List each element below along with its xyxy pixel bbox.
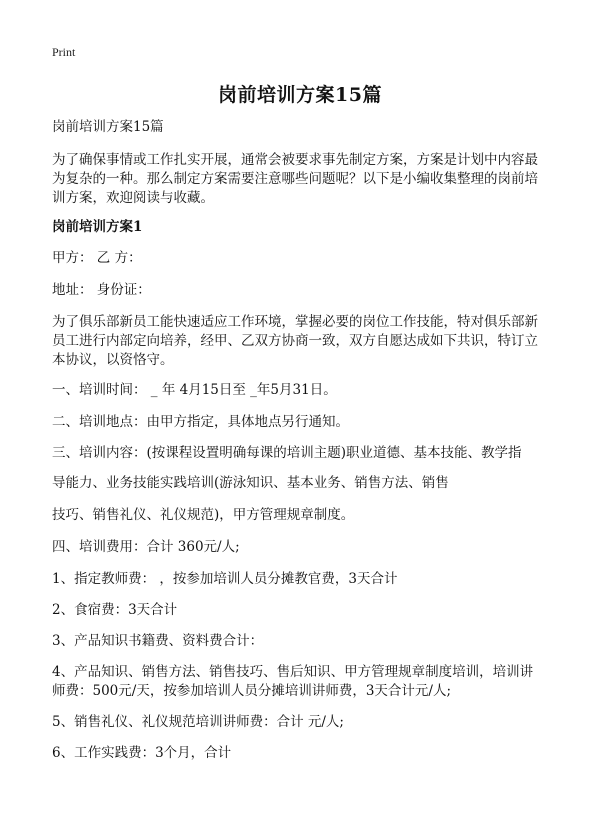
- purpose-line-3: 本协议，以资恪守。: [52, 352, 174, 368]
- item-training-content-line-1: 三、培训内容：(按课程设置明确每课的培训主题)职业道德、基本技能、教学指: [52, 445, 522, 461]
- purpose-line-1: 为了俱乐部新员工能快速适应工作环境，掌握必要的岗位工作技能，特对俱乐部新: [52, 314, 538, 330]
- item-training-content-line-3: 技巧、销售礼仪、礼仪规范)，甲方管理规章制度。: [52, 507, 355, 523]
- section-heading: 岗前培训方案1: [52, 219, 143, 235]
- fee-item-2: 2、食宿费：3天合计: [52, 602, 178, 618]
- fee-item-6: 6、工作实践费：3个月，合计: [52, 745, 232, 761]
- intro-line-3: 训方案，欢迎阅读与收藏。: [52, 190, 214, 206]
- purpose-line-2: 员工进行内部定向培养，经甲、乙双方协商一致，双方自愿达成如下共识，特订立: [52, 333, 538, 349]
- address-line: 地址： 身份证：: [52, 282, 151, 298]
- document-title: 岗前培训方案15篇: [218, 84, 382, 106]
- fee-item-3: 3、产品知识书籍费、资料费合计：: [52, 633, 264, 649]
- subtitle-line: 岗前培训方案15篇: [52, 119, 164, 135]
- fee-item-4-line-1: 4、产品知识、销售方法、销售技巧、售后知识、甲方管理规章制度培训，培训讲: [52, 664, 534, 680]
- parties-line: 甲方： 乙 方：: [52, 250, 142, 266]
- item-training-place: 二、培训地点：由甲方指定，具体地点另行通知。: [52, 414, 349, 430]
- fee-item-1: 1、指定教师费： ，按参加培训人员分摊教官费，3天合计: [52, 571, 398, 587]
- fee-item-4-line-2: 师费：500元/天，按参加培训人员分摊培训讲师费，3天合计元/人;: [52, 683, 452, 699]
- item-training-content-line-2: 导能力、业务技能实践培训(游泳知识、基本业务、销售方法、销售: [52, 475, 449, 491]
- intro-line-2: 为复杂的一种。那么制定方案需要注意哪些问题呢？以下是小编收集整理的岗前培: [52, 171, 538, 187]
- item-training-fee: 四、培训费用：合计 360元/人;: [52, 539, 240, 555]
- print-label: Print: [52, 45, 76, 59]
- fee-item-5: 5、销售礼仪、礼仪规范培训讲师费：合计 元/人;: [52, 714, 344, 730]
- intro-line-1: 为了确保事情或工作扎实开展，通常会被要求事先制定方案，方案是计划中内容最: [52, 152, 538, 168]
- item-training-time: 一、培训时间： _ 年 4月15日至 _年5月31日。: [52, 382, 337, 398]
